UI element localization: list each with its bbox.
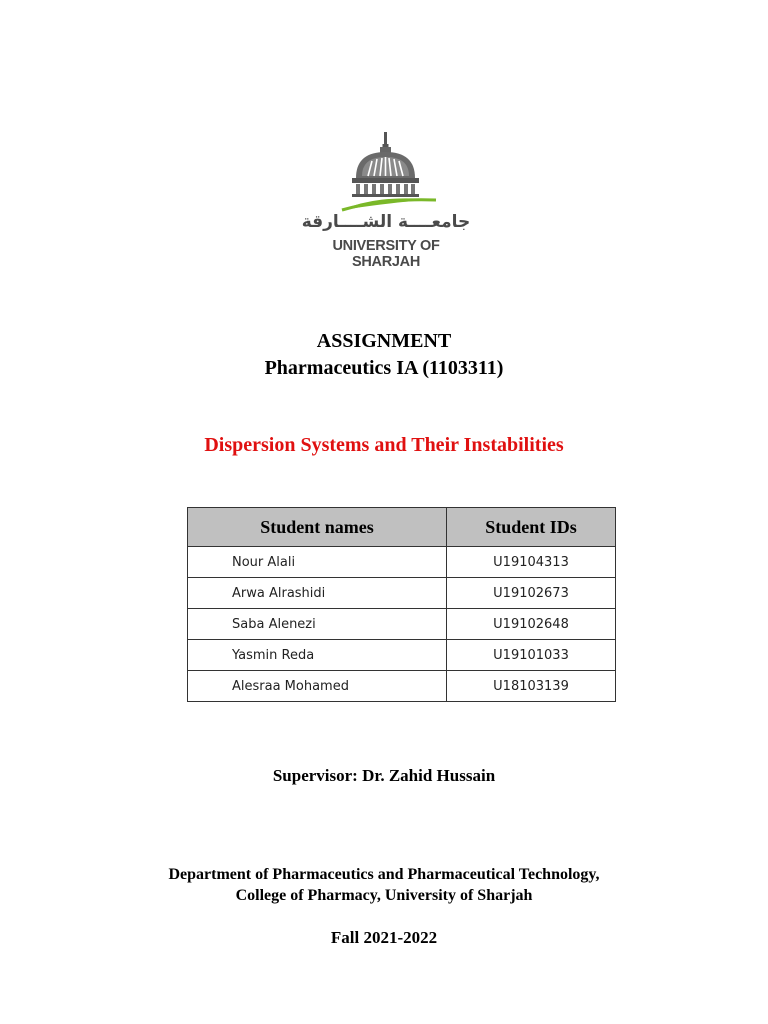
table-row <box>188 640 616 671</box>
table-header-row <box>188 508 616 547</box>
student-name: Saba Alenezi <box>188 609 447 640</box>
student-id: U19104313 <box>447 547 616 578</box>
student-id: U19102673 <box>447 578 616 609</box>
dome-emblem-icon <box>298 130 474 212</box>
student-id: U19101033 <box>447 640 616 671</box>
student-id: U19102648 <box>447 609 616 640</box>
university-logo <box>298 130 474 270</box>
department-line: Department of Pharmaceutics and Pharmaceutical Technology, <box>168 866 600 883</box>
student-id: U18103139 <box>447 671 616 702</box>
university-name-english: UNIVERSITY OF SHARJAH <box>332 238 440 270</box>
supervisor-line: Supervisor: Dr. Zahid Hussain <box>272 766 496 785</box>
column-header-names: Student names <box>188 508 447 547</box>
topic-title: Dispersion Systems and Their Instabilities <box>204 434 564 456</box>
table-row <box>188 671 616 702</box>
students-table <box>187 507 616 702</box>
column-header-ids: Student IDs <box>447 508 616 547</box>
table-row <box>188 578 616 609</box>
table-row <box>188 547 616 578</box>
university-name-arabic: جامعــــة الشــــارقة <box>301 212 471 232</box>
assignment-heading: ASSIGNMENT <box>316 330 452 352</box>
course-title: Pharmaceutics IA (1103311) <box>264 357 504 379</box>
table-row <box>188 609 616 640</box>
student-name: Yasmin Reda <box>188 640 447 671</box>
college-line: College of Pharmacy, University of Sharjah <box>235 887 533 904</box>
student-name: Arwa Alrashidi <box>188 578 447 609</box>
term-line: Fall 2021-2022 <box>330 928 438 947</box>
student-name: Nour Alali <box>188 547 447 578</box>
student-name: Alesraa Mohamed <box>188 671 447 702</box>
